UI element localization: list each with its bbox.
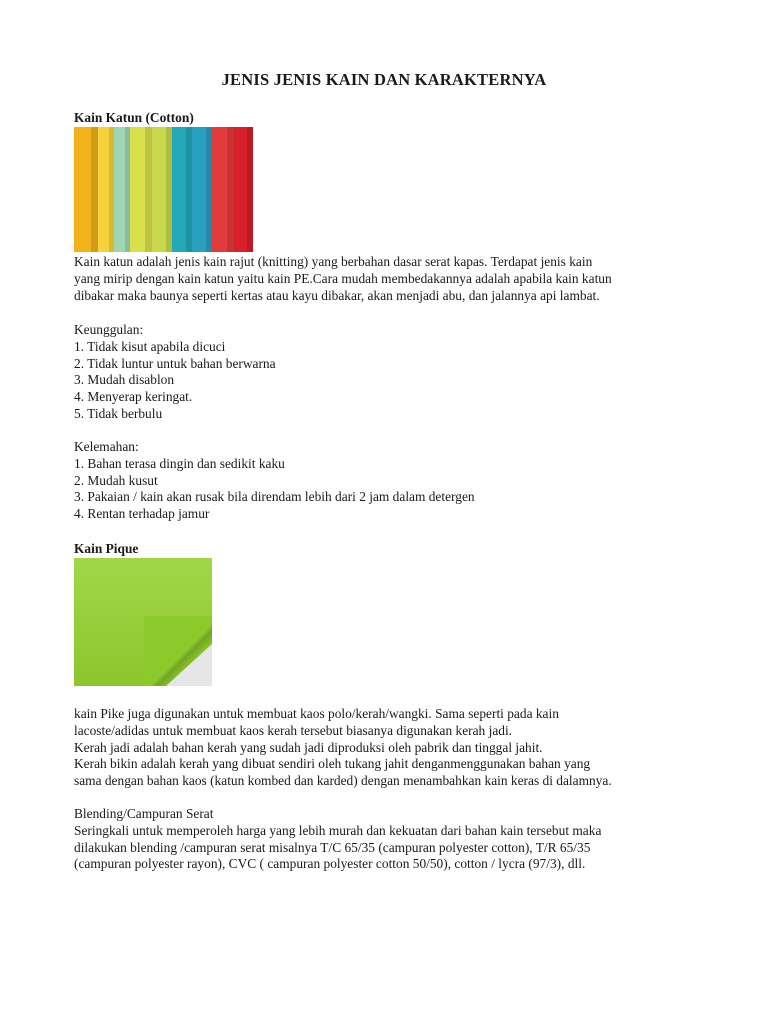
fabric-stripe (130, 127, 152, 252)
text-line: Kerah bikin adalah kerah yang dibuat sendiri oleh tukang jahit denganmenggunakan bahan yang (74, 756, 591, 772)
text-line: dibakar maka baunya seperti kertas atau kayu dibakar, akan menjadi abu, dan jalannya api lambat. (74, 287, 600, 303)
disadvantages-label: Kelemahan: (74, 439, 139, 454)
pique-fabric-image (74, 558, 212, 686)
fabric-stripe (172, 127, 192, 252)
blending-label: Blending/Campuran Serat (74, 806, 214, 821)
text-line: lacoste/adidas untuk membuat kaos kerah tersebut biasanya digunakan kerah jadi. (74, 722, 513, 738)
pique-description (74, 706, 714, 790)
document-title: JENIS JENIS KAIN DAN KARAKTERNYA (221, 70, 547, 89)
cotton-heading: Kain Katun (Cotton) (74, 110, 194, 125)
text-line: Kain katun adalah jenis kain rajut (knitting) yang berbahan dasar serat kapas. Terdapat jenis kain (74, 254, 593, 269)
fabric-stripe (74, 127, 98, 252)
fabric-stripe (98, 127, 114, 252)
blending-section (74, 806, 714, 873)
list-item: 3. Mudah disablon (74, 372, 175, 388)
list-item: 1. Tidak kisut apabila dicuci (74, 338, 226, 354)
list-item: 4. Rentan terhadap jamur (74, 506, 210, 522)
fabric-stripe (114, 127, 130, 252)
text-line: (campuran polyester rayon), CVC ( campuran polyester cotton 50/50), cotton / lycra (97/3), dll. (74, 856, 586, 872)
list-item: 3. Pakaian / kain akan rusak bila direndam lebih dari 2 jam dalam detergen (74, 489, 475, 505)
fabric-stripe (234, 127, 253, 252)
fabric-stripe (212, 127, 234, 252)
text-line: yang mirip dengan kain katun yaitu kain PE.Cara mudah membedakannya adalah apabila kain katun (74, 270, 612, 286)
list-item: 4. Menyerap keringat. (74, 389, 193, 405)
pique-heading: Kain Pique (74, 541, 139, 556)
cotton-disadvantages (74, 439, 714, 523)
list-item: 1. Bahan terasa dingin dan sedikit kaku (74, 455, 285, 471)
text-line: sama dengan bahan kaos (katun kombed dan karded) dengan menambahkan kain keras di dalamnya. (74, 773, 612, 789)
list-item: 2. Mudah kusut (74, 472, 158, 488)
cotton-description (74, 254, 714, 304)
list-item: 5. Tidak berbulu (74, 405, 163, 421)
text-line: dilakukan blending /campuran serat misalnya T/C 65/35 (campuran polyester cotton), T/R 65/35 (74, 839, 591, 855)
cotton-fabric-image (74, 127, 253, 252)
list-item: 2. Tidak luntur untuk bahan berwarna (74, 355, 276, 371)
text-line: Seringkali untuk memperoleh harga yang lebih murah dan kekuatan dari bahan kain tersebut maka (74, 822, 602, 838)
cotton-advantages (74, 322, 714, 423)
fabric-stripe (152, 127, 172, 252)
advantages-label: Keunggulan: (74, 322, 144, 337)
fabric-stripe (192, 127, 212, 252)
text-line: kain Pike juga digunakan untuk membuat kaos polo/kerah/wangki. Sama seperti pada kain (74, 706, 559, 721)
text-line: Kerah jadi adalah bahan kerah yang sudah jadi diproduksi oleh pabrik dan tinggal jahit. (74, 739, 543, 755)
